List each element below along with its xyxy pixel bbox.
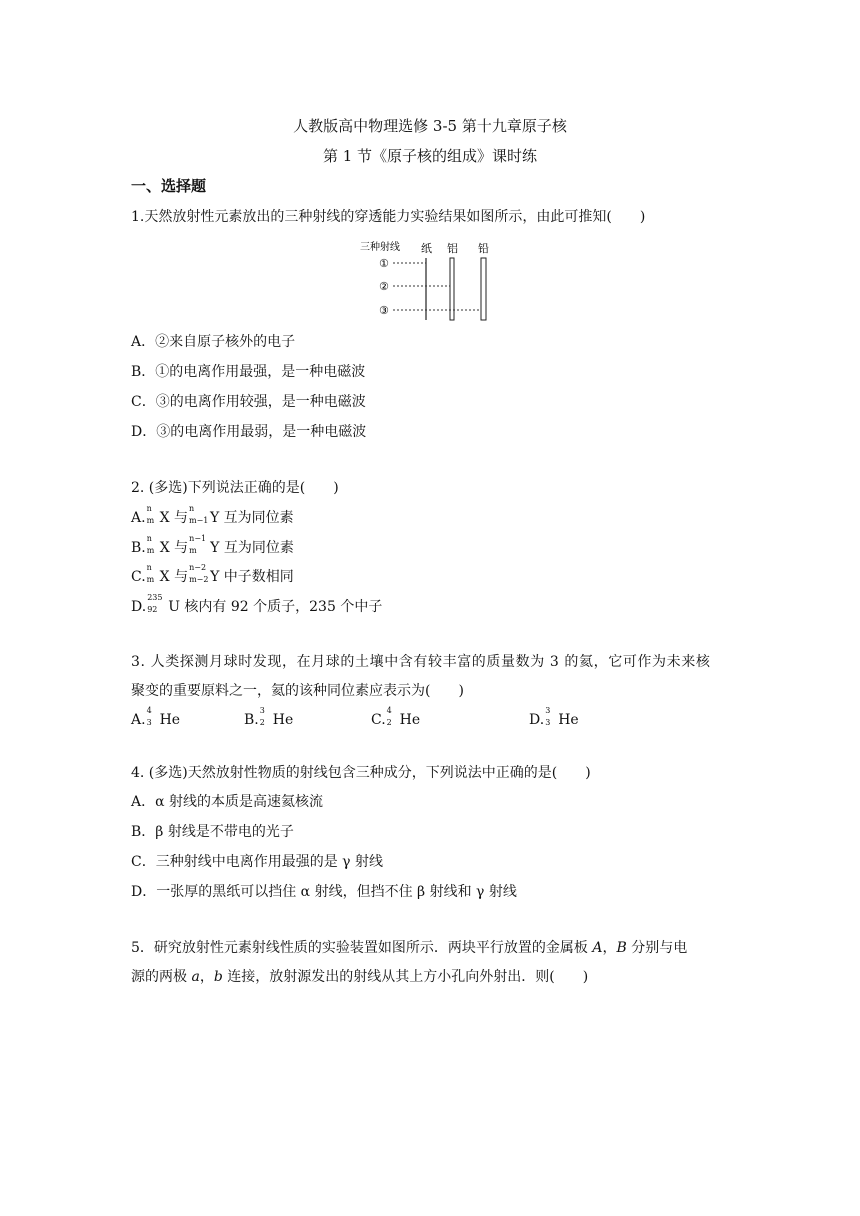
- q3-option-b: B. 3 2 He: [244, 706, 294, 728]
- question-5-stem-line-1: 5．研究放射性元素射线性质的实验装置如图所示．两块平行放置的金属板 A，B 分别与电: [131, 940, 688, 956]
- q4-option-c: C．三种射线中电离作用最强的是 γ 射线: [131, 854, 383, 870]
- question-3-stem-line-2: 聚变的重要原料之一，氦的该种同位素应表示为( ): [131, 683, 464, 699]
- aluminum-plate: [450, 258, 454, 320]
- question-2-stem: 2. (多选)下列说法正确的是( ): [131, 480, 339, 496]
- figure-ray-1: ①: [379, 257, 389, 270]
- figure-label-paper: 纸: [421, 242, 432, 255]
- figure-ray-2: ②: [379, 280, 389, 293]
- q3-option-a: A. 4 3 He: [131, 706, 181, 728]
- penetration-figure: [360, 238, 500, 324]
- q4-option-d: D．一张厚的黑纸可以挡住 α 射线，但挡不住 β 射线和 γ 射线: [131, 884, 517, 900]
- q1-option-d: D．③的电离作用最弱，是一种电磁波: [131, 424, 367, 440]
- q1-option-c: C．③的电离作用较强，是一种电磁波: [131, 394, 366, 410]
- q2-option-c: C. n m X 与 n−2 m−2 Y 中子数相同: [131, 563, 294, 585]
- q2-option-a: A. n m X 与 n m−1 Y 互为同位素: [131, 504, 294, 526]
- document-title: 人教版高中物理选修 3-5 第十九章原子核: [293, 117, 567, 135]
- figure-ray-3: ③: [379, 304, 389, 317]
- figure-col-title: 三种射线: [360, 242, 400, 253]
- q4-option-a: A．α 射线的本质是高速氦核流: [131, 794, 324, 810]
- figure-label-lead: 铅: [478, 242, 489, 255]
- q1-option-a: A．②来自原子核外的电子: [131, 334, 296, 350]
- q3-option-c: C. 4 2 He: [371, 706, 421, 728]
- question-3-stem-line-1: 3. 人类探测月球时发现，在月球的土壤中含有较丰富的质量数为 3 的氦，它可作为未来核: [131, 654, 711, 670]
- q2-option-d: D. 235 92 U 核内有 92 个质子，235 个中子: [131, 593, 383, 615]
- figure-label-aluminum: 铝: [447, 242, 458, 255]
- q1-option-b: B．①的电离作用最强，是一种电磁波: [131, 364, 366, 380]
- question-5-stem-line-2: 源的两极 a，b 连接，放射源发出的射线从其上方小孔向外射出．则( ): [131, 969, 589, 985]
- q3-option-d: D. 3 3 He: [529, 706, 579, 728]
- question-1-stem: 1.天然放射性元素放出的三种射线的穿透能力实验结果如图所示，由此可推知( ): [131, 209, 646, 225]
- lead-plate: [481, 258, 486, 320]
- document-subtitle: 第 1 节《原子核的组成》课时练: [322, 147, 538, 165]
- section-heading: 一、选择题: [131, 177, 207, 195]
- question-4-stem: 4. (多选)天然放射性物质的射线包含三种成分，下列说法中正确的是( ): [131, 765, 591, 781]
- q2-option-b: B. n m X 与 n−1 m Y 互为同位素: [131, 534, 294, 556]
- q4-option-b: B．β 射线是不带电的光子: [131, 824, 294, 840]
